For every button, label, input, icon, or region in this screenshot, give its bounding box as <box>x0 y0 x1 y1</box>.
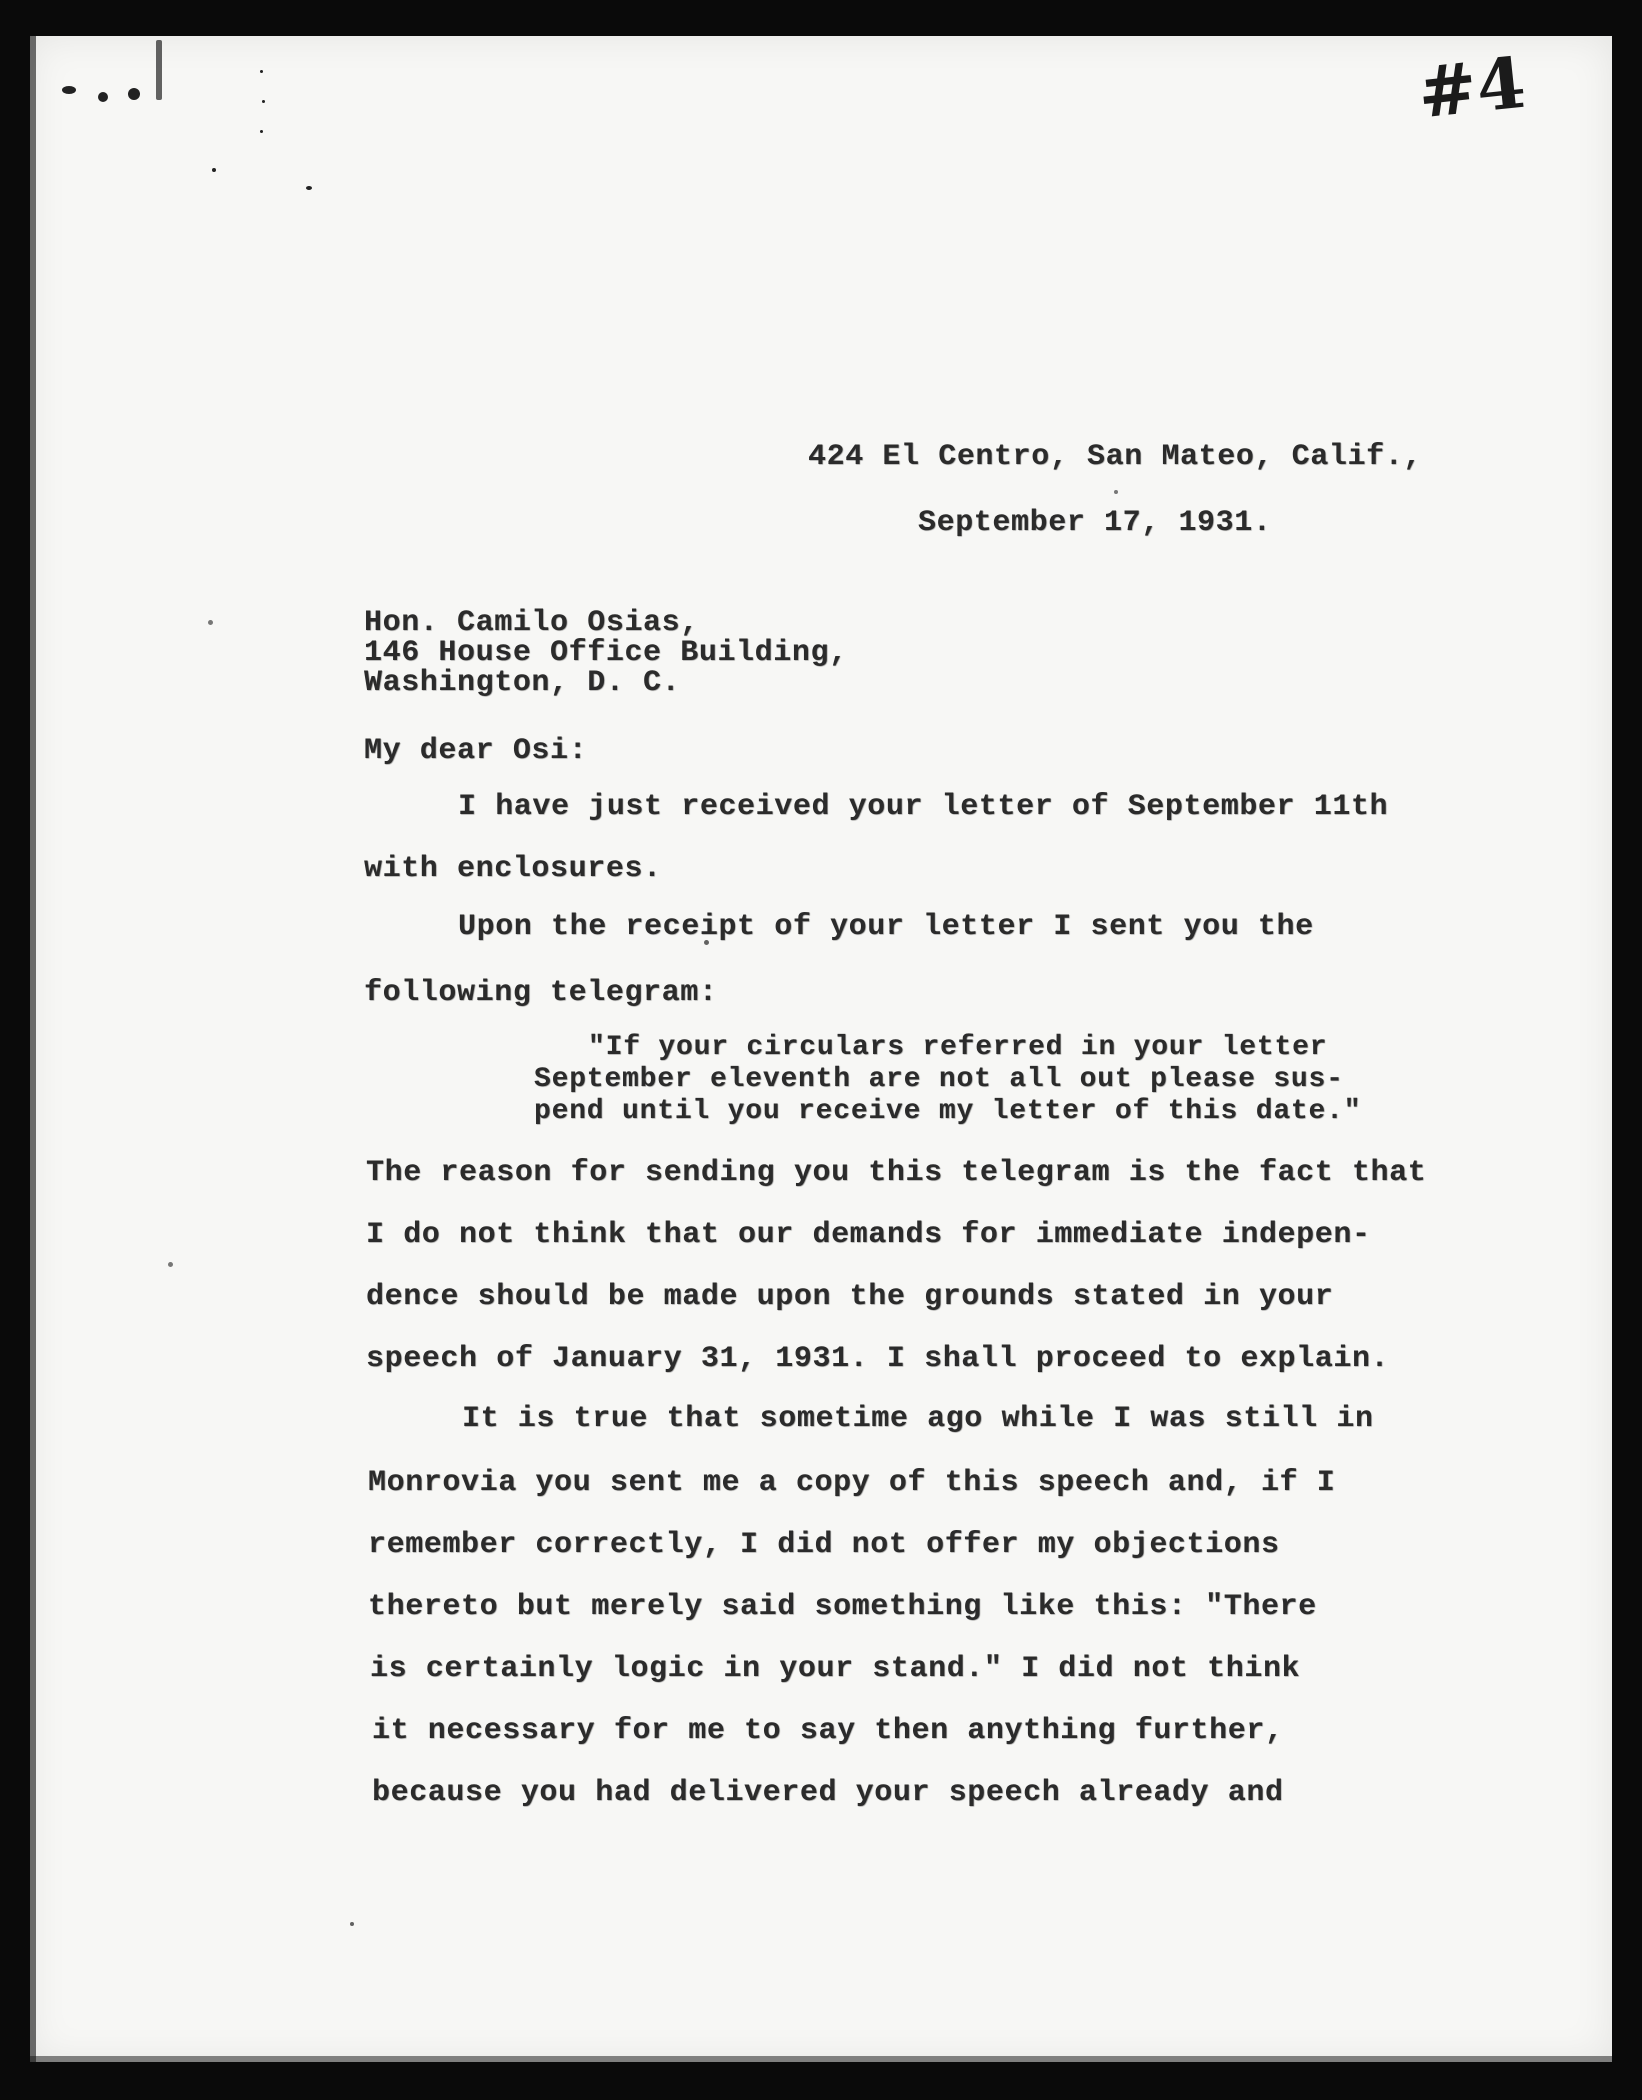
ink-speck <box>168 1262 173 1267</box>
paragraph-4-line: it necessary for me to say then anything further, <box>372 1714 1284 1748</box>
paragraph-1-line: I have just received your letter of September 11th <box>458 790 1389 824</box>
ink-speck <box>208 620 213 625</box>
paragraph-4-line: is certainly logic in your stand." I did not think <box>370 1652 1301 1686</box>
letter-date: September 17, 1931. <box>918 506 1272 540</box>
ink-speck <box>62 86 76 94</box>
ink-speck <box>1114 490 1118 494</box>
paragraph-2-line: following telegram: <box>364 976 718 1010</box>
recipient-line: Hon. Camilo Osias, <box>364 606 699 640</box>
ink-speck <box>128 88 140 100</box>
scan-edge-bottom <box>30 2056 1612 2062</box>
ink-speck <box>156 40 162 100</box>
ink-speck <box>262 100 265 103</box>
paragraph-3-line: I do not think that our demands for immediate indepen- <box>366 1218 1371 1252</box>
paragraph-4-line: thereto but merely said something like this: "There <box>368 1590 1317 1624</box>
sender-address: 424 El Centro, San Mateo, Calif., <box>808 440 1422 474</box>
paragraph-4-line: It is true that sometime ago while I was still in <box>462 1402 1374 1436</box>
telegram-line: "If your circulars referred in your letter <box>588 1032 1328 1063</box>
ink-speck <box>260 130 263 133</box>
salutation: My dear Osi: <box>364 734 588 768</box>
paragraph-4-line: because you had delivered your speech already and <box>372 1776 1284 1810</box>
recipient-line: 146 House Office Building, <box>364 636 848 670</box>
paragraph-2-line: Upon the receipt of your letter I sent you the <box>458 910 1314 944</box>
paragraph-1-line: with enclosures. <box>364 852 662 886</box>
paragraph-3-line: speech of January 31, 1931. I shall proceed to explain. <box>366 1342 1390 1376</box>
paragraph-3-line: dence should be made upon the grounds stated in your <box>366 1280 1334 1314</box>
telegram-line: September eleventh are not all out please sus- <box>534 1064 1344 1095</box>
paragraph-3-line: The reason for sending you this telegram is the fact that <box>366 1156 1427 1190</box>
ink-speck <box>98 92 108 102</box>
ink-speck <box>260 70 263 73</box>
ink-speck <box>350 1922 354 1926</box>
ink-speck <box>212 168 216 172</box>
recipient-line: Washington, D. C. <box>364 666 681 700</box>
telegram-line: pend until you receive my letter of this date." <box>534 1096 1362 1127</box>
paragraph-4-line: remember correctly, I did not offer my objections <box>368 1528 1280 1562</box>
scan-edge-left <box>30 36 36 2062</box>
page-number-mark: #4 <box>1413 40 1530 135</box>
ink-speck <box>306 186 312 190</box>
paragraph-4-line: Monrovia you sent me a copy of this speech and, if I <box>368 1466 1336 1500</box>
